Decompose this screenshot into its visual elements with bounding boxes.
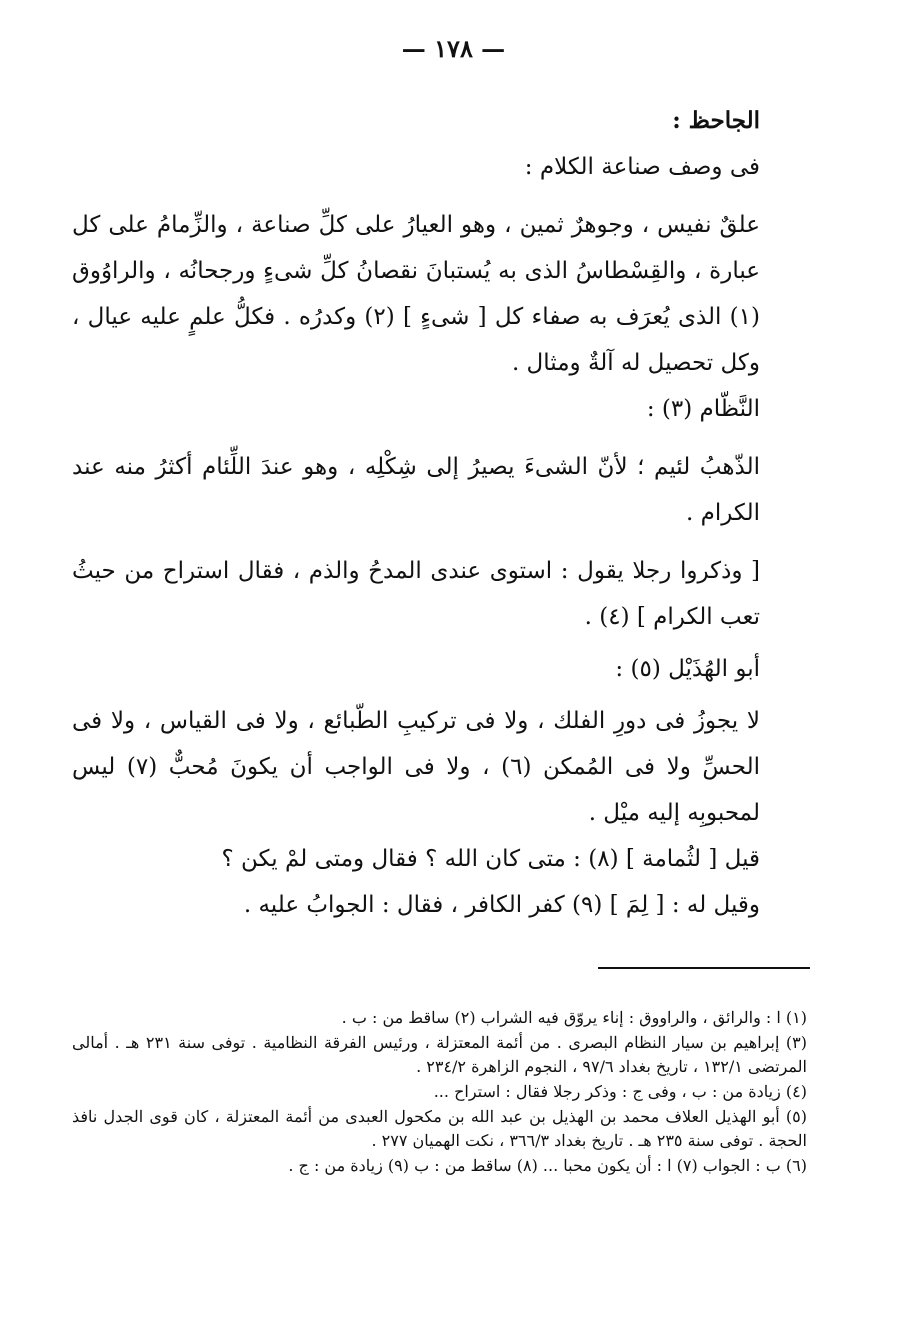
footnote-4: (٤) زيادة من : ب ، وفى ج : وذكر رجلا فقال : استراح ... [433, 1082, 807, 1101]
paragraph-speech-craft: علقٌ نفيس ، وجوهرٌ ثمين ، وهو العيارُ على كلِّ صناعة ، والزِّمامُ على كل عبارة ، والقِسْطاسُ الذى به يُستبانَ نقصانُ كلِّ شىءٍ ورجحانُه ، والراوُوق (١) الذى يُعرَف به صفاء كل [ شىءٍ ] (٢) وكدرُه . فكلُّ علمٍ عليه عيال ، وكل تحصيل له آلةٌ ومثال . [72, 212, 760, 376]
paragraph-thumama: قيل [ لثُمامة ] (٨) : متى كان الله ؟ فقال ومتى لمْ يكن ؟ [221, 846, 760, 872]
author-heading-nazzam: النَّظّام (٣) : [646, 396, 760, 422]
paragraph-love: لا يجوزُ فى دورِ الفلك ، ولا فى تركيبِ الطّبائع ، ولا فى القياس ، ولا فى الحسِّ ولا فى المُمكن (٦) ، ولا فى الواجب أن يكونَ مُحبٌّ (٧) ليس لمحبوبِه إليه ميْل . [72, 708, 760, 826]
paragraph-kafir: وقيل له : [ لِمَ ] (٩) كفر الكافر ، فقال : الجوابُ عليه . [243, 892, 760, 918]
section-heading: فى وصف صناعة الكلام : [524, 154, 760, 180]
main-text [72, 98, 760, 928]
footnote-5: (٥) أبو الهذيل العلاف محمد بن الهذيل بن عبد الله بن مكحول العبدى من أئمة المعتزلة ، كان قوى الجدل نافذ الحجة . توفى سنة ٢٣٥ هـ . تاريخ بغداد ٣٦٦/٣ ، نكت الهميان ٢٧٧ . [72, 1107, 807, 1150]
author-heading-jahiz: الجاحظ : [672, 107, 760, 134]
paragraph-gold: الذّهبُ لئيم ؛ لأنّ الشىءَ يصيرُ إلى شِكْلِه ، وهو عندَ اللِّئام أكثرُ منه عند الكرام . [72, 454, 760, 526]
footnote-divider [598, 967, 810, 969]
footnote-1-2: (١) ا : والرائق ، والراووق : إناء يروّق فيه الشراب (٢) ساقط من : ب . [341, 1008, 807, 1027]
footnotes [72, 1006, 807, 1179]
page-number: — ١٧٨ — [401, 34, 506, 63]
footnote-6-9: (٦) ب : الجواب (٧) ا : أن يكون محبا ... (٨) ساقط من : ب (٩) زيادة من : ج . [288, 1156, 807, 1175]
paragraph-praise-blame: [ وذكروا رجلا يقول : استوى عندى المدحُ والذم ، فقال استراح من حيثُ تعب الكرام ] (٤) . [72, 558, 760, 630]
footnote-3: (٣) إبراهيم بن سيار النظام البصرى . من أئمة المعتزلة ، ورئيس الفرقة النظامية . توفى سنة ٢٣١ هـ . أمالى المرتضى ١٣٢/١ ، تاريخ بغداد ٩٧/٦ ، النجوم الزاهرة ٢٣٤/٢ . [72, 1033, 807, 1076]
author-heading-abu-hudhayl: أبو الهُذَيْل (٥) : [615, 656, 760, 682]
